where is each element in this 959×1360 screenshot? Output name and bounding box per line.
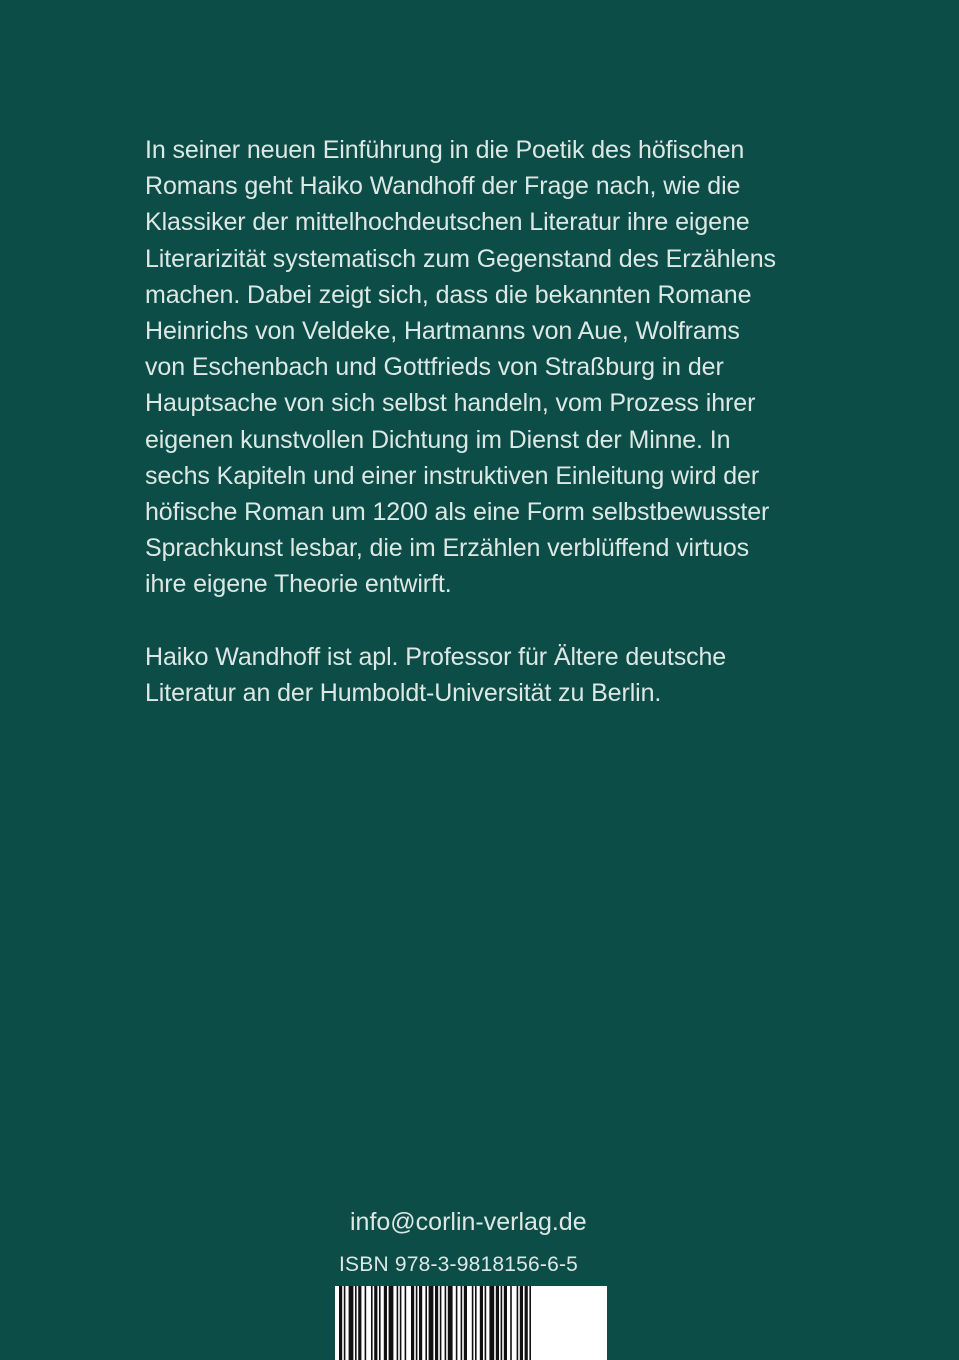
barcode-bar [525,1286,528,1360]
barcode-bar [344,1286,346,1360]
barcode-bar [485,1286,487,1360]
barcode-bar [504,1286,507,1360]
blurb-paragraph [145,132,845,603]
blurb-line: ihre eigene Theorie entwirft. [145,570,452,599]
barcode-bar [456,1286,458,1360]
barcode-bar [448,1286,453,1360]
barcode-bar [405,1286,407,1360]
barcode-bar [440,1286,442,1360]
barcode-bar [379,1286,381,1360]
blurb-line: eigenen kunstvollen Dichtung im Dienst der Minne. In [145,425,731,454]
barcode-bar [425,1286,427,1360]
blurb-line: sechs Kapiteln und einer instruktiven Einleitung wird der [145,461,760,490]
barcode-bar [339,1286,342,1360]
blurb-line: In seiner neuen Einführung in die Poetik des höfischen [145,136,745,164]
barcode-bar [475,1286,477,1360]
barcode-bar [461,1286,463,1360]
barcode-bar [520,1286,523,1360]
barcode-bar [510,1286,512,1360]
barcode-bar [397,1286,399,1360]
author-bio [145,639,845,711]
barcode-bar [371,1286,373,1360]
barcode-bar [419,1286,422,1360]
blurb-line: von Eschenbach und Gottfrieds von Straßburg in der [145,353,724,382]
barcode-bar [355,1286,357,1360]
barcode-bar [496,1286,499,1360]
barcode-bar [435,1286,438,1360]
blurb-line: Hauptsache von sich selbst handeln, vom Prozess ihrer [145,389,756,418]
barcode-bar [365,1286,367,1360]
publisher-email[interactable]: info@corlin-verlag.de [350,1208,587,1236]
barcode-bar [517,1286,519,1360]
bio-line: Haiko Wandhoff ist apl. Professor für Ältere deutsche [145,643,727,671]
barcode-bar [389,1286,394,1360]
barcode-bar [416,1286,418,1360]
barcode-bar [400,1286,402,1360]
bio-line: Literatur an der Humboldt-Universität zu Berlin. [145,679,662,708]
barcode-bar [489,1286,494,1360]
isbn-number: ISBN 978-3-9818156-6-5 [339,1253,579,1276]
blurb-line: Klassiker der mittelhochdeutschen Literatur ihre eigene [145,208,750,237]
barcode-bar [480,1286,483,1360]
barcode-bar [349,1286,354,1360]
barcode-icon [335,1286,607,1360]
blurb-line: machen. Dabei zeigt sich, dass die bekannten Romane [145,280,752,309]
blurb-line: Sprachkunst lesbar, die im Erzählen verblüffend virtuos [145,534,750,563]
blurb-line: Heinrichs von Veldeke, Hartmanns von Aue, Wolframs [145,317,740,346]
barcode-bar [472,1286,474,1360]
barcode-bar [411,1286,414,1360]
blurb-line: höfische Roman um 1200 als eine Form selbstbewusster [145,498,770,527]
barcode-bar [374,1286,377,1360]
barcode-bar [464,1286,467,1360]
barcode-bar [384,1286,387,1360]
barcode-bar [429,1286,434,1360]
barcode-bar [358,1286,361,1360]
barcode-bar [501,1286,503,1360]
barcode-graphic [335,1286,607,1360]
barcode-bar [529,1286,531,1360]
blurb-line: Literarizität systematisch zum Gegenstand des Erzählens [145,244,776,273]
blurb-line: Romans geht Haiko Wandhoff der Frage nach, wie die [145,172,741,201]
barcode-bar [445,1286,447,1360]
